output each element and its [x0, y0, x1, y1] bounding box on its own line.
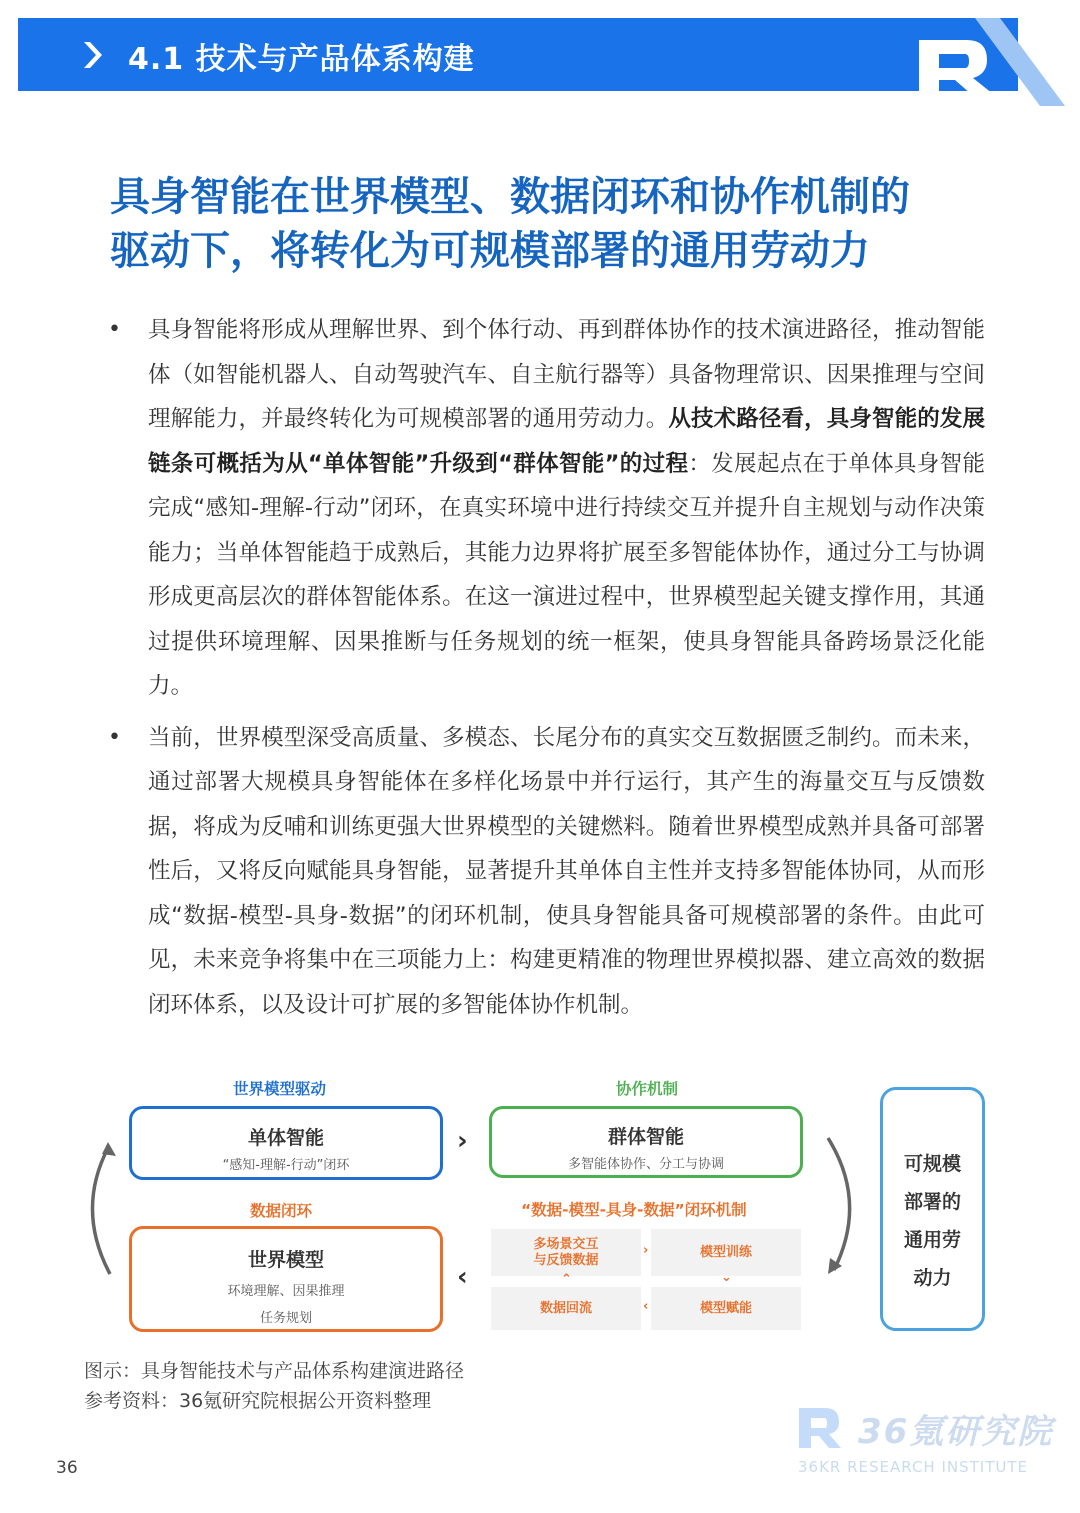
- watermark-sub: 36KR RESEARCH INSTITUTE: [798, 1458, 1029, 1476]
- arrow-right-icon: ›: [457, 1126, 468, 1156]
- figure-caption: 图示：具身智能技术与产品体系构建演进路径: [84, 1360, 465, 1382]
- 36kr-logo-icon: [905, 14, 1070, 110]
- single-agent-box: 单体智能 “感知-理解-行动”闭环: [129, 1106, 443, 1180]
- arrow-left-icon: ‹: [457, 1262, 468, 1292]
- loop-arc-right-icon: [822, 1132, 866, 1277]
- group-agent-box: 群体智能 多智能体协作、分工与协调: [489, 1106, 803, 1178]
- cell-interaction-data: 多场景交互 与反馈数据: [491, 1229, 641, 1276]
- cell-data-return: 数据回流: [491, 1287, 641, 1330]
- world-model-box: 世界模型 环境理解、因果推理 任务规划: [129, 1226, 443, 1332]
- watermark-logo-icon: [795, 1402, 845, 1452]
- page-title: 具身智能在世界模型、数据闭环和协作机制的 驱动下，将转化为可规模部署的通用劳动力: [110, 174, 910, 274]
- label-collab: 协作机制: [616, 1080, 679, 1098]
- bullet-icon: •: [108, 724, 121, 750]
- list-item: • 当前，世界模型深受高质量、多模态、长尾分布的真实交互数据匮乏制约。而未来，通过部署大规模具身智能体在多样化场景中并行运行，其产生的海量交互与反馈数据，将成为反哺和训练更强大世界模型的关键燃料。随着世界模型成熟并具备可部署性后，又将反向赋能具身智能，显著提升其单体自主性并支持多智能体协同，从而形成“数据-模型-具身-数据”的闭环机制，使具身智能具备可规模部署的条件。由此可见，未来竞争将集中在三项能力上：构建更精准的物理世界模拟器、建立高效的数据闭环体系，以及设计可扩展的多智能体协作机制。: [105, 716, 985, 1028]
- cell-model-empower: 模型赋能: [651, 1287, 801, 1330]
- cell-model-training: 模型训练: [651, 1229, 801, 1276]
- watermark-name: 36氪研究院: [858, 1412, 1054, 1452]
- section-title: 4.1 技术与产品体系构建: [128, 42, 475, 77]
- chevron-right-icon: [80, 38, 114, 72]
- page-number: 36: [56, 1458, 78, 1478]
- label-loop-mechanism: “数据-模型-具身-数据”闭环机制: [521, 1201, 747, 1219]
- list-item: • 具身智能将形成从理解世界、到个体行动、再到群体协作的技术演进路径，推动智能体（如智能机器人、自动驾驶汽车、自主航行器等）具备物理常识、因果推理与空间理解能力，并最终转化为可规模部署的通用劳动力。从技术路径看，具身智能的发展链条可概括为从“单体智能”升级到“群体智能”的过程：发展起点在于单体具身智能完成“感知-理解-行动”闭环，在真实环境中进行持续交互并提升自主规划与动作决策能力；当单体智能趋于成熟后，其能力边界将扩展至多智能体协作，通过分工与协调形成更高层次的群体智能体系。在这一演进过程中，世界模型起关键支撑作用，其通过提供环境理解、因果推断与任务规划的统一框架，使具身智能具备跨场景泛化能力。: [105, 308, 985, 709]
- general-labor-box: 可规模 部署的 通用劳 动力: [880, 1087, 985, 1331]
- small-arrow-up-icon: ⌃: [561, 1272, 572, 1287]
- small-arrow-right-icon: ›: [643, 1243, 649, 1258]
- loop-arc-left-icon: [78, 1140, 118, 1280]
- source-caption: 参考资料：36氪研究院根据公开资料整理: [84, 1390, 432, 1412]
- small-arrow-down-icon: ⌄: [721, 1270, 732, 1285]
- label-data-loop: 数据闭环: [250, 1202, 313, 1220]
- label-world-driven: 世界模型驱动: [233, 1080, 327, 1098]
- bullet-list: [105, 308, 985, 1027]
- bullet-icon: •: [108, 317, 121, 342]
- small-arrow-left-icon: ‹: [643, 1299, 649, 1314]
